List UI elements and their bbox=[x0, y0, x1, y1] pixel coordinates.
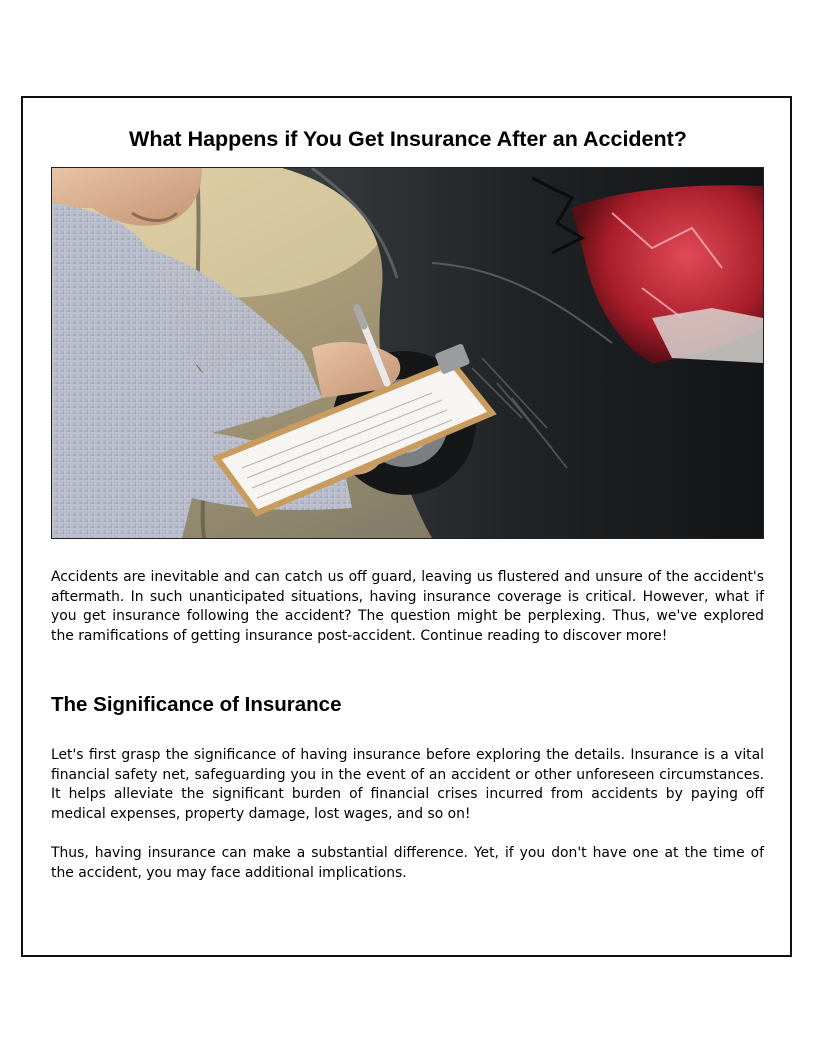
page-title: What Happens if You Get Insurance After an Accident? bbox=[129, 127, 687, 151]
section-paragraph-2: Thus, having insurance can make a substantial difference. Yet, if you don't have one at the time of the accident, you may face additional implications. bbox=[51, 845, 764, 881]
section-heading: The Significance of Insurance bbox=[51, 693, 342, 716]
intro-paragraph: Accidents are inevitable and can catch us off guard, leaving us flustered and unsure of the accident's aftermath. In such unanticipated situations, having insurance coverage is critical. However, what if you get insurance following the accident? The question might be perplexing. Thus, we've explored the ramifications of getting insurance post-accident. Continue reading to discover more! bbox=[51, 569, 764, 644]
photo-icon bbox=[52, 168, 763, 538]
hero-image bbox=[51, 167, 764, 539]
section-paragraph-1: Let's first grasp the significance of having insurance before exploring the details. Insurance is a vital financial safety net, safeguarding you in the event of an accident or other unforeseen circumstances. It helps alleviate the significant burden of financial crises incurred from accidents by paying off medical expenses, property damage, lost wages, and so on! bbox=[51, 747, 764, 822]
